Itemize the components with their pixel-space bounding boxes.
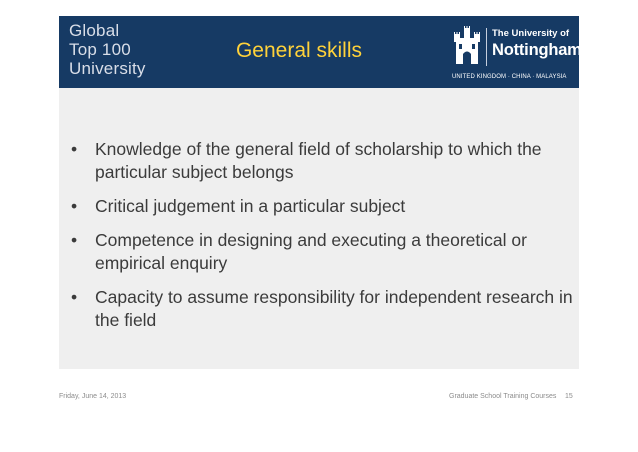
bullet-item: [69, 286, 574, 332]
global-line: Top 100: [69, 40, 131, 59]
logo-campuses: UNITED KINGDOM · CHINA · MALAYSIA: [452, 74, 567, 80]
page-number: 15: [565, 393, 573, 400]
logo-divider: [486, 28, 487, 66]
logo-university-of: The University of: [492, 28, 570, 39]
content-panel: [59, 88, 579, 369]
bullet-text: Critical judgement in a particular subject: [95, 196, 406, 216]
university-logo: [452, 24, 582, 84]
bullet-icon: •: [71, 139, 78, 159]
global-line: University: [69, 59, 146, 78]
bullet-text: Knowledge of the general field of scholarship to which the particular subject belongs: [95, 139, 542, 182]
footer-date: Friday, June 14, 2013: [59, 393, 127, 400]
bullet-icon: •: [71, 287, 78, 307]
slide-header: [59, 16, 582, 88]
logo-nottingham: Nottingham: [492, 41, 582, 59]
bullet-text: Capacity to assume responsibility for independent research in the field: [95, 287, 573, 330]
bullet-item: [69, 138, 574, 184]
global-top-100-badge: [69, 21, 146, 78]
bullet-list: [69, 138, 574, 343]
bullet-icon: •: [71, 196, 78, 216]
footer-course-name: Graduate School Training Courses: [449, 393, 557, 400]
global-line: Global: [69, 21, 120, 40]
bullet-item: [69, 195, 574, 218]
bullet-icon: •: [71, 230, 78, 250]
bullet-item: [69, 229, 574, 275]
slide-title: General skills: [235, 39, 363, 62]
bullet-text: Competence in designing and executing a theoretical or empirical enquiry: [95, 230, 527, 273]
castle-crest-icon: [454, 26, 480, 68]
